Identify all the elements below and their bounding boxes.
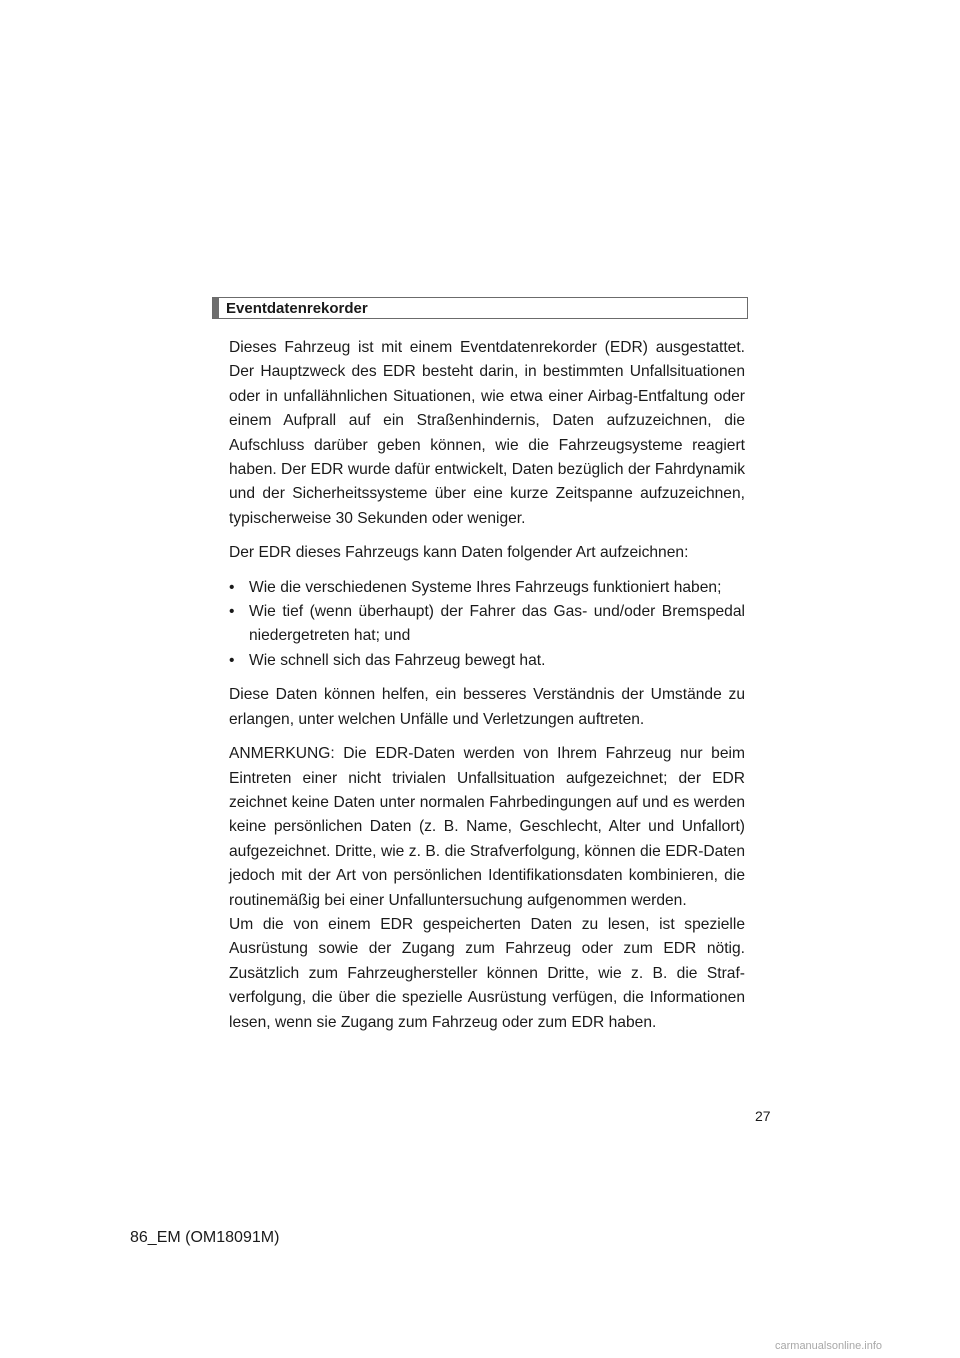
paragraph-reading-data: Um die von einem EDR gespeicherten Daten zu lesen, ist spezielle Ausrüstung sowie der Zugang zum Fahrzeug oder zum EDR nötig. Zusätzlich zum Fahrzeughersteller können Dritte, wie z. B. die Strafverfolgung, die über die spezielle Ausrüstung verfügen, die Informationen lesen, wenn sie Zugang zum Fahrzeug oder zum EDR haben. <box>229 915 745 1031</box>
list-item-text: Wie schnell sich das Fahrzeug bewegt hat. <box>249 651 546 669</box>
list-item <box>229 576 745 600</box>
body-content <box>229 336 745 1035</box>
section-header-bar <box>213 298 219 318</box>
bullet-icon: • <box>229 603 235 621</box>
list-item <box>229 649 745 673</box>
section-header <box>212 297 748 319</box>
paragraph-note: ANMERKUNG: Die EDR-Daten werden von Ihrem Fahrzeug nur beim Eintreten einer nicht trivialen Unfallsituation aufgezeichnet; der EDR zeichnet keine Daten unter normalen Fahrbedingungen auf und es werden keine persönlichen Daten (z. B. Name, Geschlecht, Alter und Unfallort) aufgezeichnet. Dritte, wie z. B. die Strafverfolgung, können die EDR-Daten jedoch mit der Art von persönlichen Identifikationsdaten kombinieren, die routinemäßig bei einer Unfalluntersuchung aufgenommen werden. <box>229 745 745 909</box>
list-item-text: Wie tief (wenn überhaupt) der Fahrer das Gas- und/oder Bremspedal niedergetreten hat; und <box>249 603 745 645</box>
bullet-icon: • <box>229 578 235 596</box>
page-number: 27 <box>755 1108 771 1124</box>
paragraph-understanding: Diese Daten können helfen, ein besseres Verständnis der Umstände zu erlangen, unter welchen Unfälle und Verletzungen auftreten. <box>229 686 745 728</box>
paragraph-edr-intro: Dieses Fahrzeug ist mit einem Eventdatenrekorder (EDR) ausgestattet. Der Hauptzweck des EDR besteht darin, in bestimmten Unfallsituationen oder in unfallähnlichen Situationen, wie etwa einer Airbag-Entfaltung oder einem Aufprall auf ein Straßenhindernis, Daten aufzuzeichnen, die Aufschluss darüber geben können, wie die Fahrzeugsysteme reagiert haben. Der EDR wurde dafür entwickelt, Daten bezüglich der Fahrdynamik und der Sicherheitssysteme über eine kurze Zeitspanne aufzuzeichnen, typischerweise 30 Sekunden oder weniger. <box>229 339 745 527</box>
document-code: 86_EM (OM18091M) <box>130 1229 280 1246</box>
list-item-text: Wie die verschiedenen Systeme Ihres Fahrzeugs funktioniert haben; <box>249 578 722 596</box>
section-title: Eventdatenrekorder <box>226 300 368 317</box>
bullet-icon: • <box>229 651 235 669</box>
paragraph-data-types: Der EDR dieses Fahrzeugs kann Daten folgender Art aufzeichnen: <box>229 544 689 562</box>
bullet-list <box>229 576 745 674</box>
watermark: carmanualsonline.info <box>775 1340 883 1352</box>
list-item <box>229 600 745 649</box>
